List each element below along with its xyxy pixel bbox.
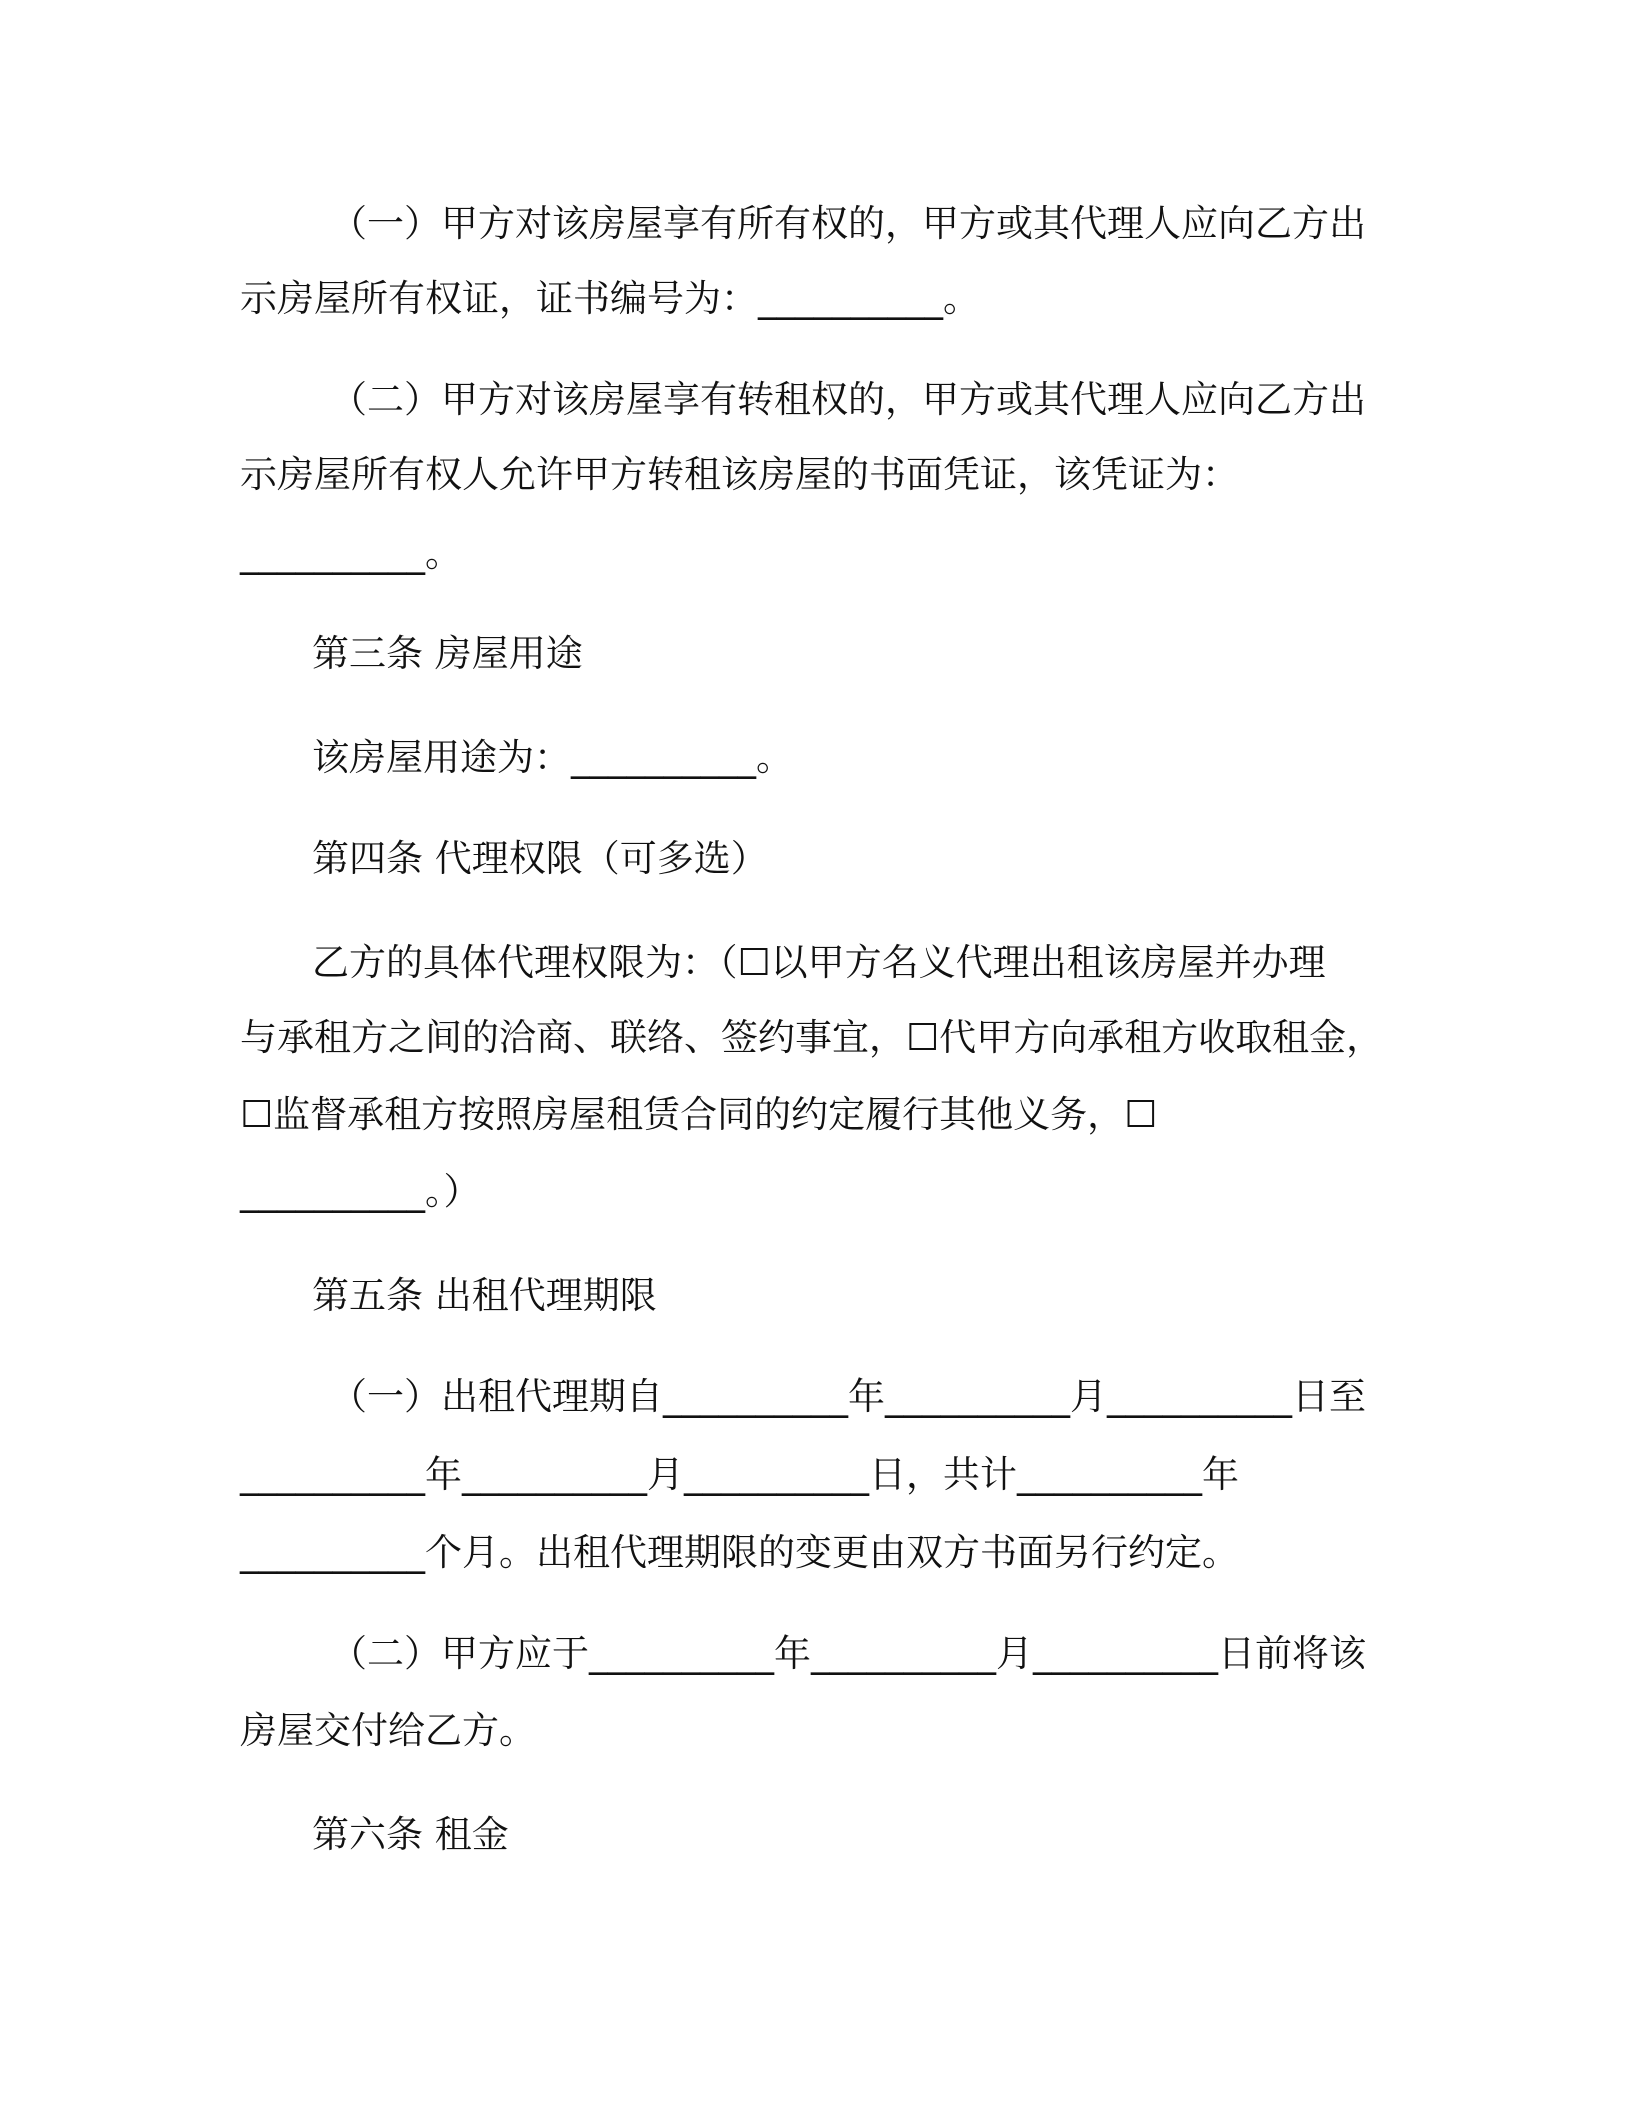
clause-2-item-1-line-2: 示房屋所有权证，证书编号为：__________。 (240, 277, 980, 320)
clause-2-item-2-line-2: 示房屋所有权人允许甲方转租该房屋的书面凭证，该凭证为： (240, 453, 1239, 496)
clause-5-item-1-line-3: __________个月。出租代理期限的变更由双方书面另行约定。 (240, 1531, 1239, 1574)
clause-4-body-line-4: __________。） (240, 1170, 481, 1213)
clause-3-heading: 第三条 房屋用途 (312, 632, 583, 675)
clause-5-item-2-line-1: （二）甲方应于__________年__________月__________日前将该 (330, 1632, 1366, 1675)
clause-5-item-1-line-1: （一）出租代理期自__________年__________月__________日至 (330, 1375, 1366, 1418)
clause-5-heading: 第五条 出租代理期限 (312, 1274, 657, 1317)
clause-2-item-2-line-1: （二）甲方对该房屋享有转租权的，甲方或其代理人应向乙方出 (330, 378, 1366, 421)
clause-5-item-2-line-2: 房屋交付给乙方。 (240, 1709, 536, 1752)
clause-6-heading: 第六条 租金 (312, 1813, 509, 1856)
clause-4-body-line-3: ☐监督承租方按照房屋租赁合同的约定履行其他义务，☐ (240, 1093, 1158, 1136)
clause-3-body: 该房屋用途为：__________。 (312, 736, 793, 779)
clause-2-item-1-line-1: （一）甲方对该房屋享有所有权的，甲方或其代理人应向乙方出 (330, 202, 1366, 245)
clause-4-heading: 第四条 代理权限（可多选） (312, 837, 768, 880)
clause-5-item-1-line-2: __________年__________月__________日，共计__________年 (240, 1453, 1239, 1496)
clause-2-item-2-line-3: __________。 (240, 532, 462, 575)
clause-4-body-line-1: 乙方的具体代理权限为：（☐以甲方名义代理出租该房屋并办理 (312, 941, 1326, 984)
clause-4-body-line-2: 与承租方之间的洽商、联络、签约事宜，☐代甲方向承租方收取租金， (240, 1016, 1384, 1059)
